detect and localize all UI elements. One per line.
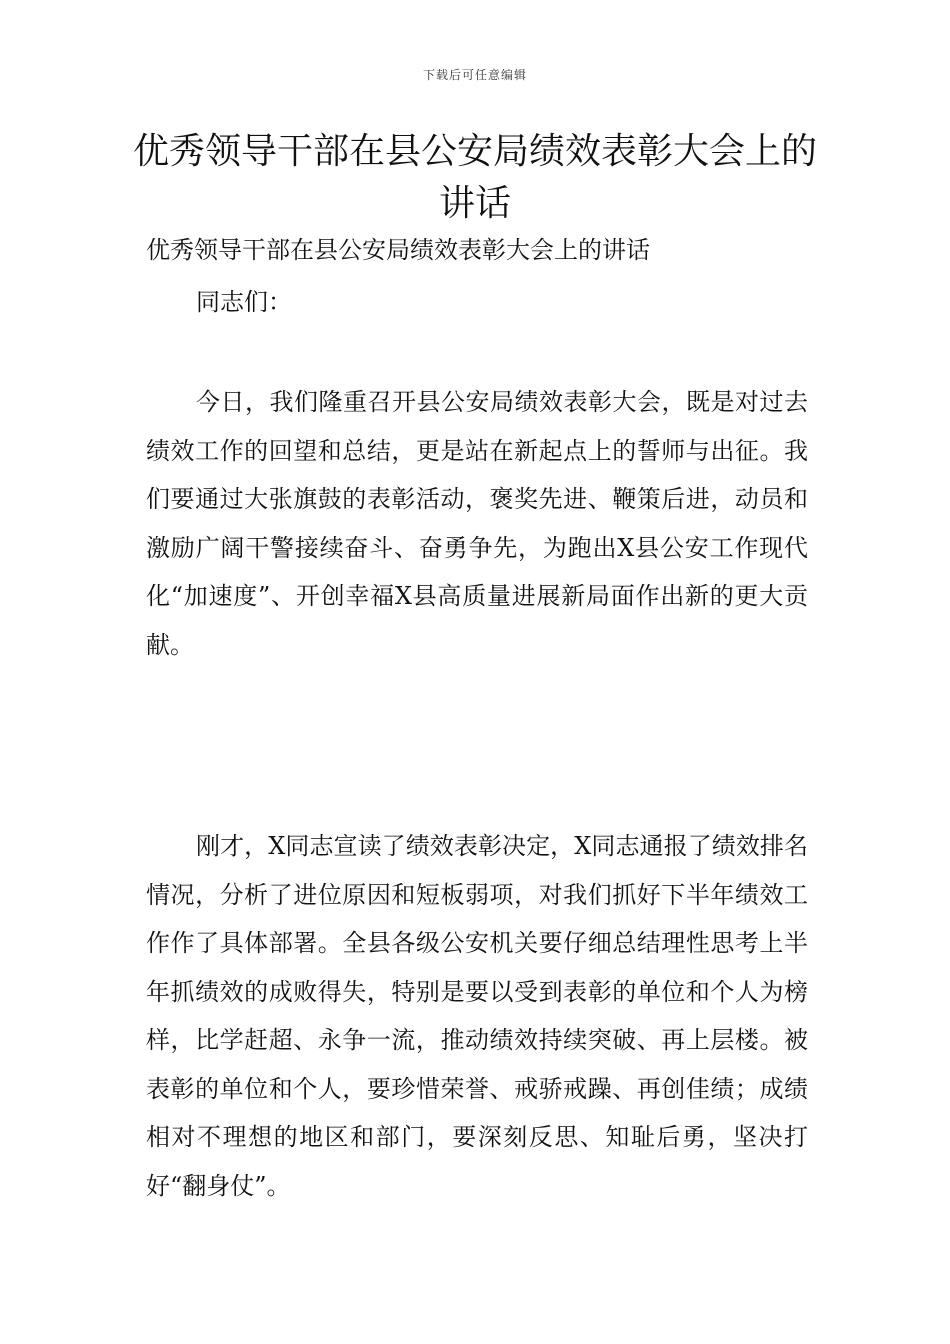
document-subtitle: 优秀领导干部在县公安局绩效表彰大会上的讲话: [146, 236, 650, 264]
greeting: 同志们：: [196, 288, 292, 316]
paragraph-2: 刚才，X同志宣读了绩效表彰决定，X同志通报了绩效排名情况，分析了进位原因和短板弱项，对我们抓好下半年绩效工作作了具体部署。全县各级公安机关要仔细总结理性思考上半年抓绩效的成败得失，特别是要以受到表彰的单位和个人为榜样，比学赶超、永争一流，推动绩效持续突破、再上层楼。被表彰的单位和个人，要珍惜荣誉、戒骄戒躁、再创佳绩；成绩相对不理想的地区和部门，要深刻反思、知耻后勇，坚决打好“翻身仗”。: [146, 832, 808, 1200]
document-title: 优秀领导干部在县公安局绩效表彰大会上的讲话: [132, 131, 817, 224]
paragraph-1: 今日，我们隆重召开县公安局绩效表彰大会，既是对过去绩效工作的回望和总结，更是站在新起点上的誓师与出征。我们要通过大张旗鼓的表彰活动，褒奖先进、鞭策后进，动员和激励广阔干警接续奋斗、奋勇争先，为跑出X县公安工作现代化“加速度”、开创幸福X县高质量进展新局面作出新的更大贡献。: [146, 388, 808, 659]
header-note: 下载后可任意编辑: [422, 68, 527, 82]
